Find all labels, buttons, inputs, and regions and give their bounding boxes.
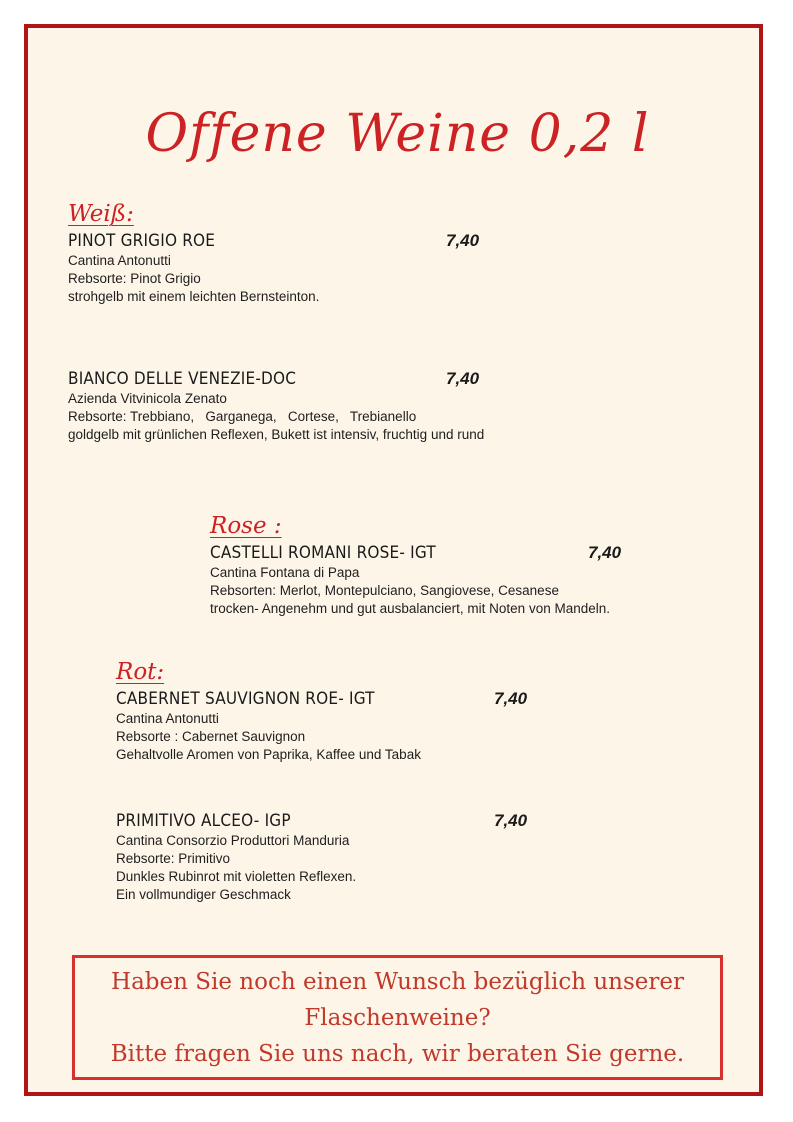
wine-producer: Cantina Consorzio Produttori Manduria (116, 833, 350, 848)
wine-name: BIANCO DELLE VENEZIE-DOC (68, 369, 297, 389)
section-red (116, 658, 716, 904)
section-label: Weiß: (68, 201, 134, 227)
wine-producer: Cantina Antonutti (68, 253, 171, 268)
wine-price: 7,40 (588, 543, 622, 562)
section-white (68, 200, 748, 444)
wine-name: CASTELLI ROMANI ROSE- IGT (210, 543, 436, 563)
wine-name: PINOT GRIGIO ROE (68, 231, 216, 251)
wine-producer: Cantina Antonutti (116, 711, 219, 726)
page-title: Offene Weine 0,2 l (145, 104, 650, 164)
note-line: Bitte fragen Sie uns nach, wir beraten Sie gerne. (110, 1041, 685, 1067)
wine-item (68, 230, 748, 306)
section-label: Rot: (116, 659, 165, 685)
wine-grape: Rebsorten: Merlot, Montepulciano, Sangiovese, Cesanese (210, 583, 559, 598)
wine-price: 7,40 (494, 811, 528, 830)
wine-price: 7,40 (446, 231, 480, 250)
wine-grape: Rebsorte : Cabernet Sauvignon (116, 729, 306, 744)
wine-description: trocken- Angenehm und gut ausbalanciert, mit Noten von Mandeln. (210, 601, 610, 616)
wine-name: CABERNET SAUVIGNON ROE- IGT (116, 689, 375, 709)
note-line: Flaschenweine? (304, 1005, 491, 1031)
wine-price: 7,40 (494, 689, 528, 708)
wine-description: goldgelb mit grünlichen Reflexen, Bukett ist intensiv, fruchtig und rund (68, 427, 485, 442)
menu-page (24, 24, 763, 1096)
note-line: Haben Sie noch einen Wunsch bezüglich unserer (111, 969, 684, 995)
section-label: Rose : (210, 513, 282, 539)
wine-description: strohgelb mit einem leichten Bernsteinton. (68, 289, 320, 304)
wine-producer: Cantina Fontana di Papa (210, 565, 360, 580)
info-note-box (72, 955, 723, 1080)
wine-grape: Rebsorte: Primitivo (116, 851, 231, 866)
wine-price: 7,40 (446, 369, 480, 388)
wine-name: PRIMITIVO ALCEO- IGP (116, 811, 291, 831)
wine-description: Gehaltvolle Aromen von Paprika, Kaffee und Tabak (116, 747, 421, 762)
wine-description: Dunkles Rubinrot mit violetten Reflexen. (116, 869, 357, 884)
wine-item (68, 368, 748, 444)
wine-grape: Rebsorte: Trebbiano, Garganega, Cortese, Trebianello (68, 409, 417, 424)
wine-description: Ein vollmundiger Geschmack (116, 887, 291, 902)
section-rose (210, 512, 750, 618)
wine-producer: Azienda Vitvinicola Zenato (68, 391, 227, 406)
wine-item (210, 542, 750, 618)
wine-item (116, 688, 716, 764)
wine-item (116, 810, 716, 904)
wine-grape: Rebsorte: Pinot Grigio (68, 271, 201, 286)
